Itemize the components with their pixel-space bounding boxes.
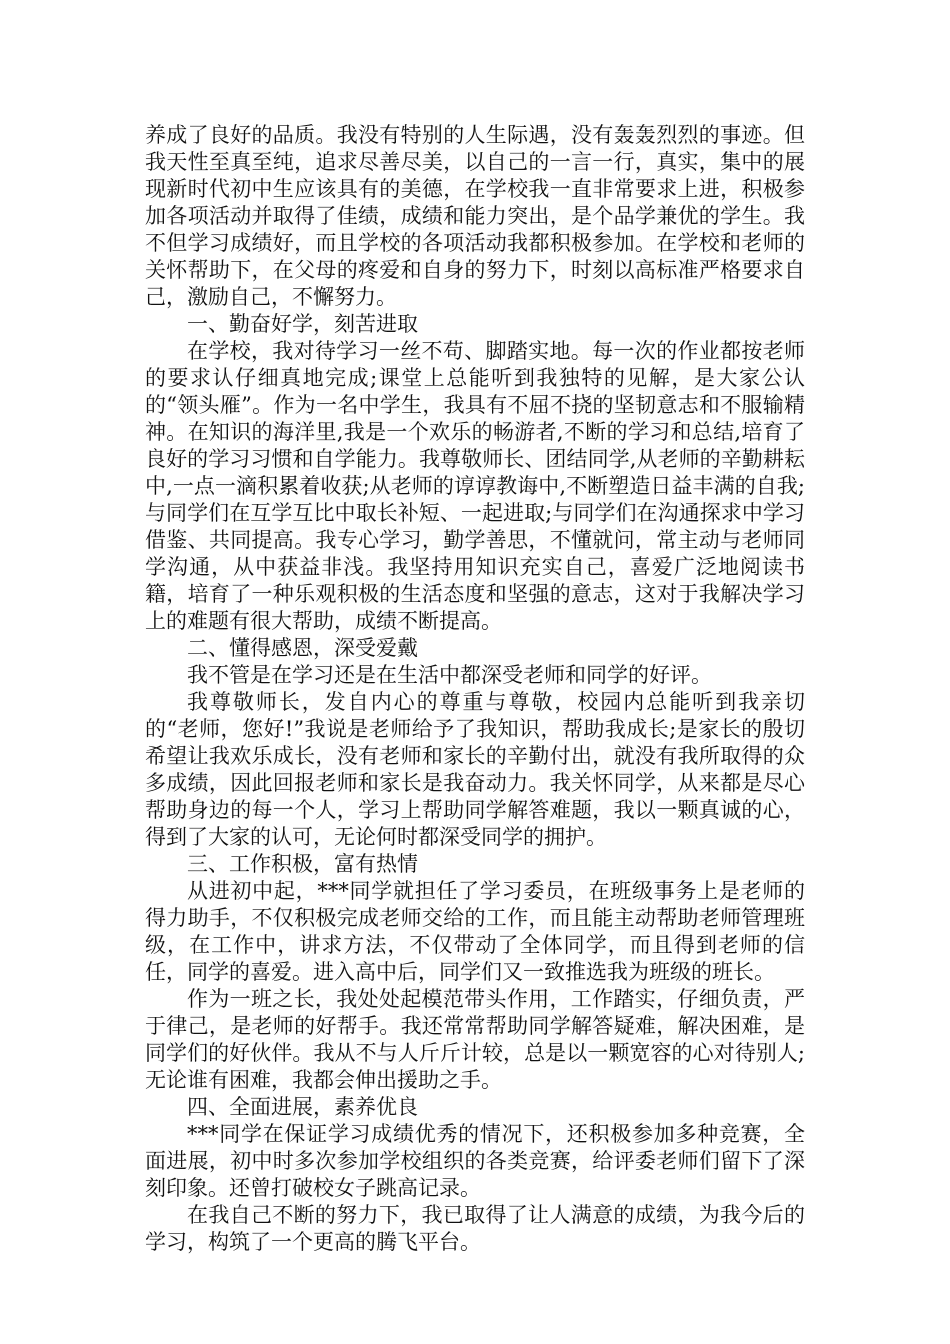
section-heading-2: 二、懂得感恩，深受爱戴 — [187, 636, 418, 660]
paragraph-monitor: 作为一班之长，我处处起模范带头作用，工作踏实，仔细负责，严于律己，是老师的好帮手。我还常常帮助同学解答疑难，解决困难，是同学们的好伙伴。我从不与人斤斤计较，总是以一颗宽容的心对待别人;无论谁有困难，我都会伸出援助之手。 — [145, 987, 805, 1092]
section-heading-3: 三、工作积极，富有热情 — [187, 852, 418, 876]
paragraph-conclusion: 在我自己不断的努力下，我已取得了让人满意的成绩，为我今后的学习，构筑了一个更高的腾飞平台。 — [145, 1203, 805, 1254]
document-body — [145, 122, 805, 1256]
section-heading-1: 一、勤奋好学，刻苦进取 — [187, 312, 418, 336]
paragraph-praise: 我不管是在学习还是在生活中都深受老师和同学的好评。 — [187, 663, 712, 687]
paragraph-intro: 养成了良好的品质。我没有特别的人生际遇，没有轰轰烈烈的事迹。但我天性至真至纯，追求尽善尽美，以自己的一言一行，真实，集中的展现新时代初中生应该具有的美德，在学校我一直非常要求上进，积极参加各项活动并取得了佳绩，成绩和能力突出，是个品学兼优的学生。我不但学习成绩好，而且学校的各项活动我都积极参加。在学校和老师的关怀帮助下，在父母的疼爱和自身的努力下，时刻以高标准严格要求自己，激励自己，不懈努力。 — [145, 123, 805, 309]
section-heading-4: 四、全面进展，素养优良 — [187, 1095, 418, 1119]
paragraph-respect: 我尊敬师长，发自内心的尊重与尊敬，校园内总能听到我亲切的“老师，您好!”我说是老师给予了我知识，帮助我成长;是家长的殷切希望让我欢乐成长，没有老师和家长的辛勤付出，就没有我所取得的众多成绩，因此回报老师和家长是我奋动力。我关怀同学，从来都是尽心帮助身边的每一个人，学习上帮助同学解答难题，我以一颗真诚的心，得到了大家的认可，无论何时都深受同学的拥护。 — [145, 690, 805, 849]
paragraph-competition: ***同学在保证学习成绩优秀的情况下，还积极参加多种竞赛，全面进展，初中时多次参加学校组织的各类竞赛，给评委老师们留下了深刻印象。还曾打破校女子跳高记录。 — [145, 1122, 805, 1200]
paragraph-work: 从进初中起，***同学就担任了学习委员，在班级事务上是老师的得力助手，不仅积极完成老师交给的工作，而且能主动帮助老师管理班级，在工作中，讲求方法，不仅带动了全体同学，而且得到老师的信任，同学的喜爱。进入高中后，同学们又一致推选我为班级的班长。 — [145, 879, 805, 984]
paragraph-study: 在学校，我对待学习一丝不苟、脚踏实地。每一次的作业都按老师的要求认仔细真地完成;课堂上总能听到我独特的见解，是大家公认的“领头雁”。作为一名中学生，我具有不屈不挠的坚韧意志和不服输精神。在知识的海洋里,我是一个欢乐的畅游者,不断的学习和总结,培育了良好的学习习惯和自学能力。我尊敬师长、团结同学,从老师的辛勤耕耘中,一点一滴积累着收获;从老师的谆谆教诲中,不断塑造日益丰满的自我;与同学们在互学互比中取长补短、一起进取;与同学们在沟通探求中学习借鉴、共同提高。我专心学习，勤学善思，不懂就问，常主动与老师同学沟通，从中获益非浅。我坚持用知识充实自己，喜爱广泛地阅读书籍，培育了一种乐观积极的生活态度和坚强的意志，这对于我解决学习上的难题有很大帮助，成绩不断提高。 — [145, 339, 805, 633]
